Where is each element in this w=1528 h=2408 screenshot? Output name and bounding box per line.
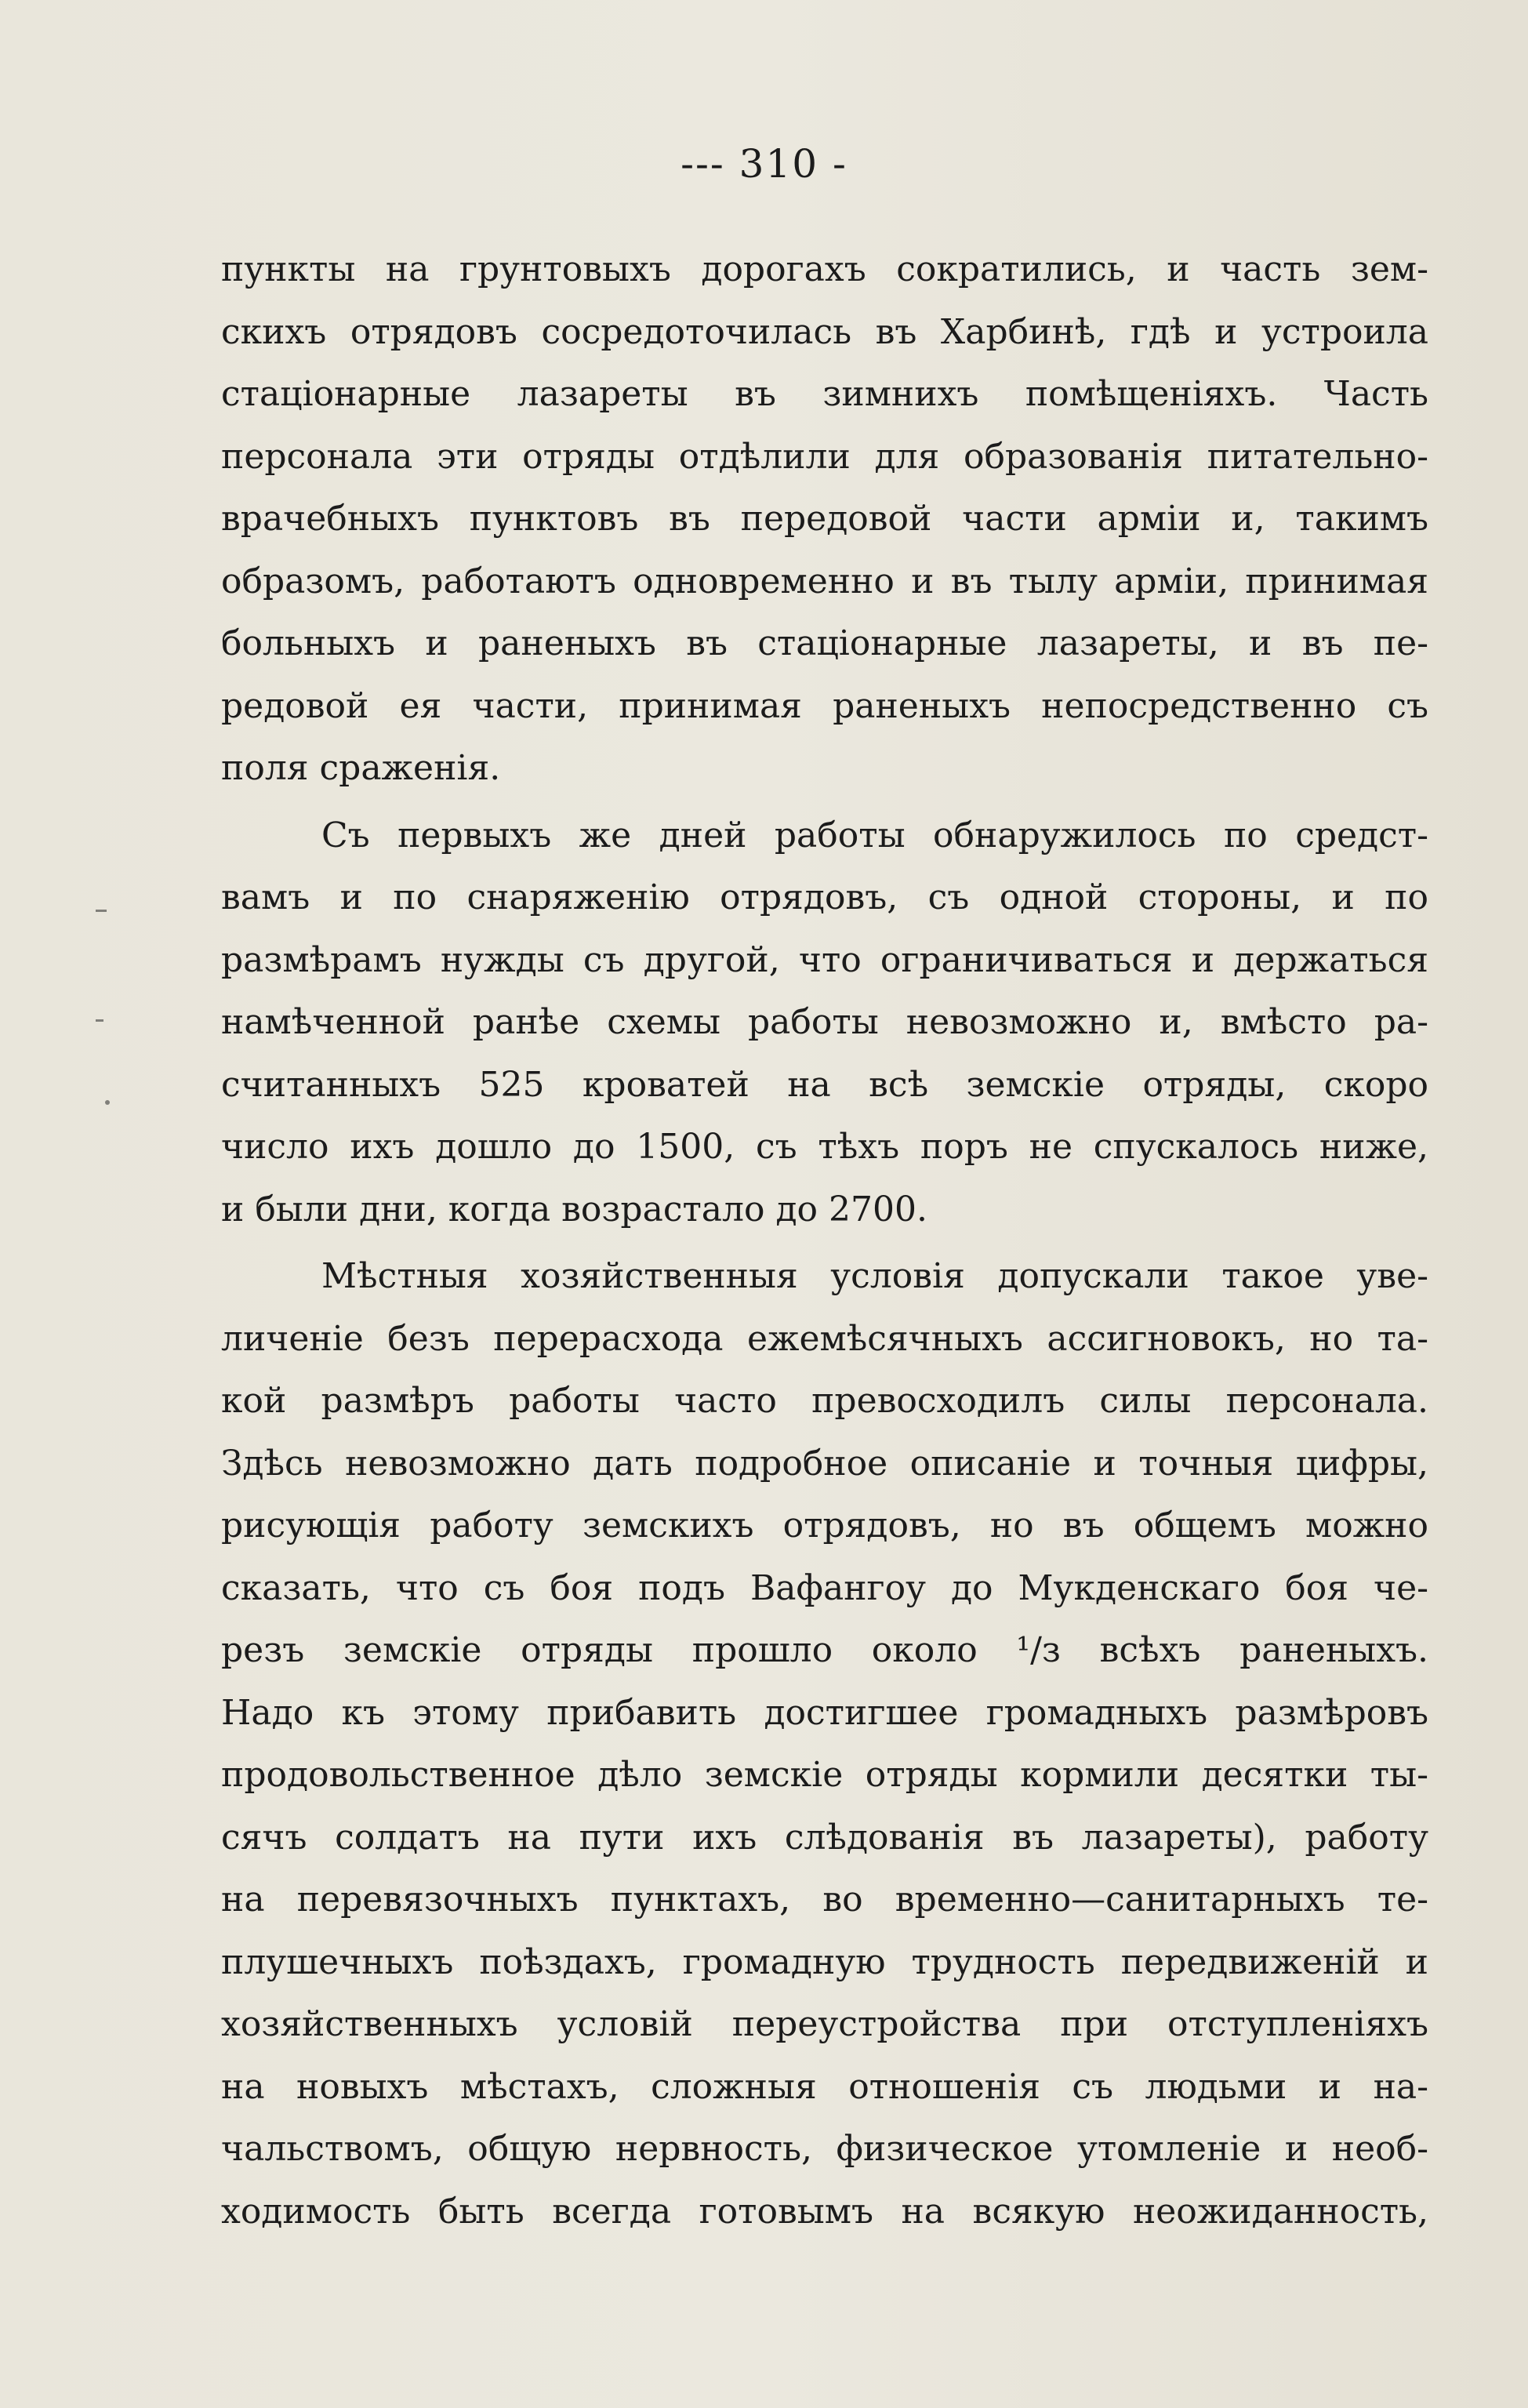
text-line: хозяйственныхъ условій переустройства при отступленіяхъ xyxy=(221,2004,1428,2044)
text-line: ходимость быть всегда готовымъ на всякую неожиданность, xyxy=(221,2191,1428,2232)
text-line: чальствомъ, общую нервность, физическое утомленіе и необ- xyxy=(221,2129,1428,2169)
text-line: персонала эти отряды отдѣлили для образованія питательно- xyxy=(221,436,1428,477)
text-line: врачебныхъ пунктовъ въ передовой части арміи и, такимъ xyxy=(221,499,1428,539)
paragraph-2 xyxy=(221,804,1428,1241)
text-line: сячъ солдатъ на пути ихъ слѣдованія въ лазареты), работу xyxy=(221,1817,1428,1858)
text-line: рисующія работу земскихъ отрядовъ, но въ общемъ можно xyxy=(221,1505,1428,1545)
text-line: образомъ, работаютъ одновременно и въ тылу арміи, принимая xyxy=(221,561,1428,601)
text-line: стаціонарные лазареты въ зимнихъ помѣщеніяхъ. Часть xyxy=(221,374,1428,414)
text-line: скихъ отрядовъ сосредоточилась въ Харбинѣ, гдѣ и устроила xyxy=(221,311,1428,352)
text-line: на перевязочныхъ пунктахъ, во временно—санитарныхъ те- xyxy=(221,1880,1428,1919)
text-line: на новыхъ мѣстахъ, сложныя отношенія съ людьми и на- xyxy=(221,2066,1428,2107)
text-line: размѣрамъ нужды съ другой, что ограничиваться и держаться xyxy=(221,939,1428,980)
page-number: --- 310 - xyxy=(681,141,847,187)
text-line: личеніе безъ перерасхода ежемѣсячныхъ ассигновокъ, но та- xyxy=(221,1318,1428,1359)
text-line: продовольственное дѣло земскіе отряды кормили десятки ты- xyxy=(221,1755,1428,1795)
text-line: больныхъ и раненыхъ въ стаціонарные лазареты, и въ пе- xyxy=(221,623,1428,663)
text-line: сказать, что съ боя подъ Вафангоу до Мукденскаго боя че- xyxy=(221,1567,1428,1608)
text-line: число ихъ дошло до 1500, съ тѣхъ поръ не спускалось ниже, xyxy=(221,1127,1428,1167)
paragraph-1 xyxy=(221,238,1428,800)
text-line: и были дни, когда возрастало до 2700. xyxy=(221,1189,927,1229)
margin-mark xyxy=(96,910,107,912)
text-line: поля сраженія. xyxy=(221,748,501,788)
text-line: Здѣсь невозможно дать подробное описаніе и точныя цифры, xyxy=(221,1443,1428,1484)
paragraph-3 xyxy=(221,1245,1428,2243)
text-line: Мѣстныя хозяйственныя условія допускали такое уве- xyxy=(321,1256,1428,1296)
text-line: пункты на грунтовыхъ дорогахъ сократились, и часть зем- xyxy=(221,249,1428,289)
margin-mark xyxy=(96,1019,103,1022)
text-line: считанныхъ 525 кроватей на всѣ земскіе отряды, скоро xyxy=(221,1064,1428,1105)
text-line: редовой ея части, принимая раненыхъ непосредственно съ xyxy=(221,685,1428,726)
text-line: Надо къ этому прибавить достигшее громадныхъ размѣровъ xyxy=(221,1692,1428,1733)
margin-mark xyxy=(105,1100,110,1105)
text-line: Съ первыхъ же дней работы обнаружилось по средст- xyxy=(321,815,1428,855)
text-line: плушечныхъ поѣздахъ, громадную трудность передвиженій и xyxy=(221,1941,1428,1982)
text-line: резъ земскіе отряды прошло около ¹/з всѣхъ раненыхъ. xyxy=(221,1630,1428,1670)
text-line: вамъ и по снаряженію отрядовъ, съ одной стороны, и по xyxy=(221,877,1428,917)
text-line: кой размѣръ работы часто превосходилъ силы персонала. xyxy=(221,1381,1428,1421)
body-text xyxy=(221,238,1428,2243)
text-line: намѣченной ранѣе схемы работы невозможно и, вмѣсто ра- xyxy=(221,1002,1428,1042)
